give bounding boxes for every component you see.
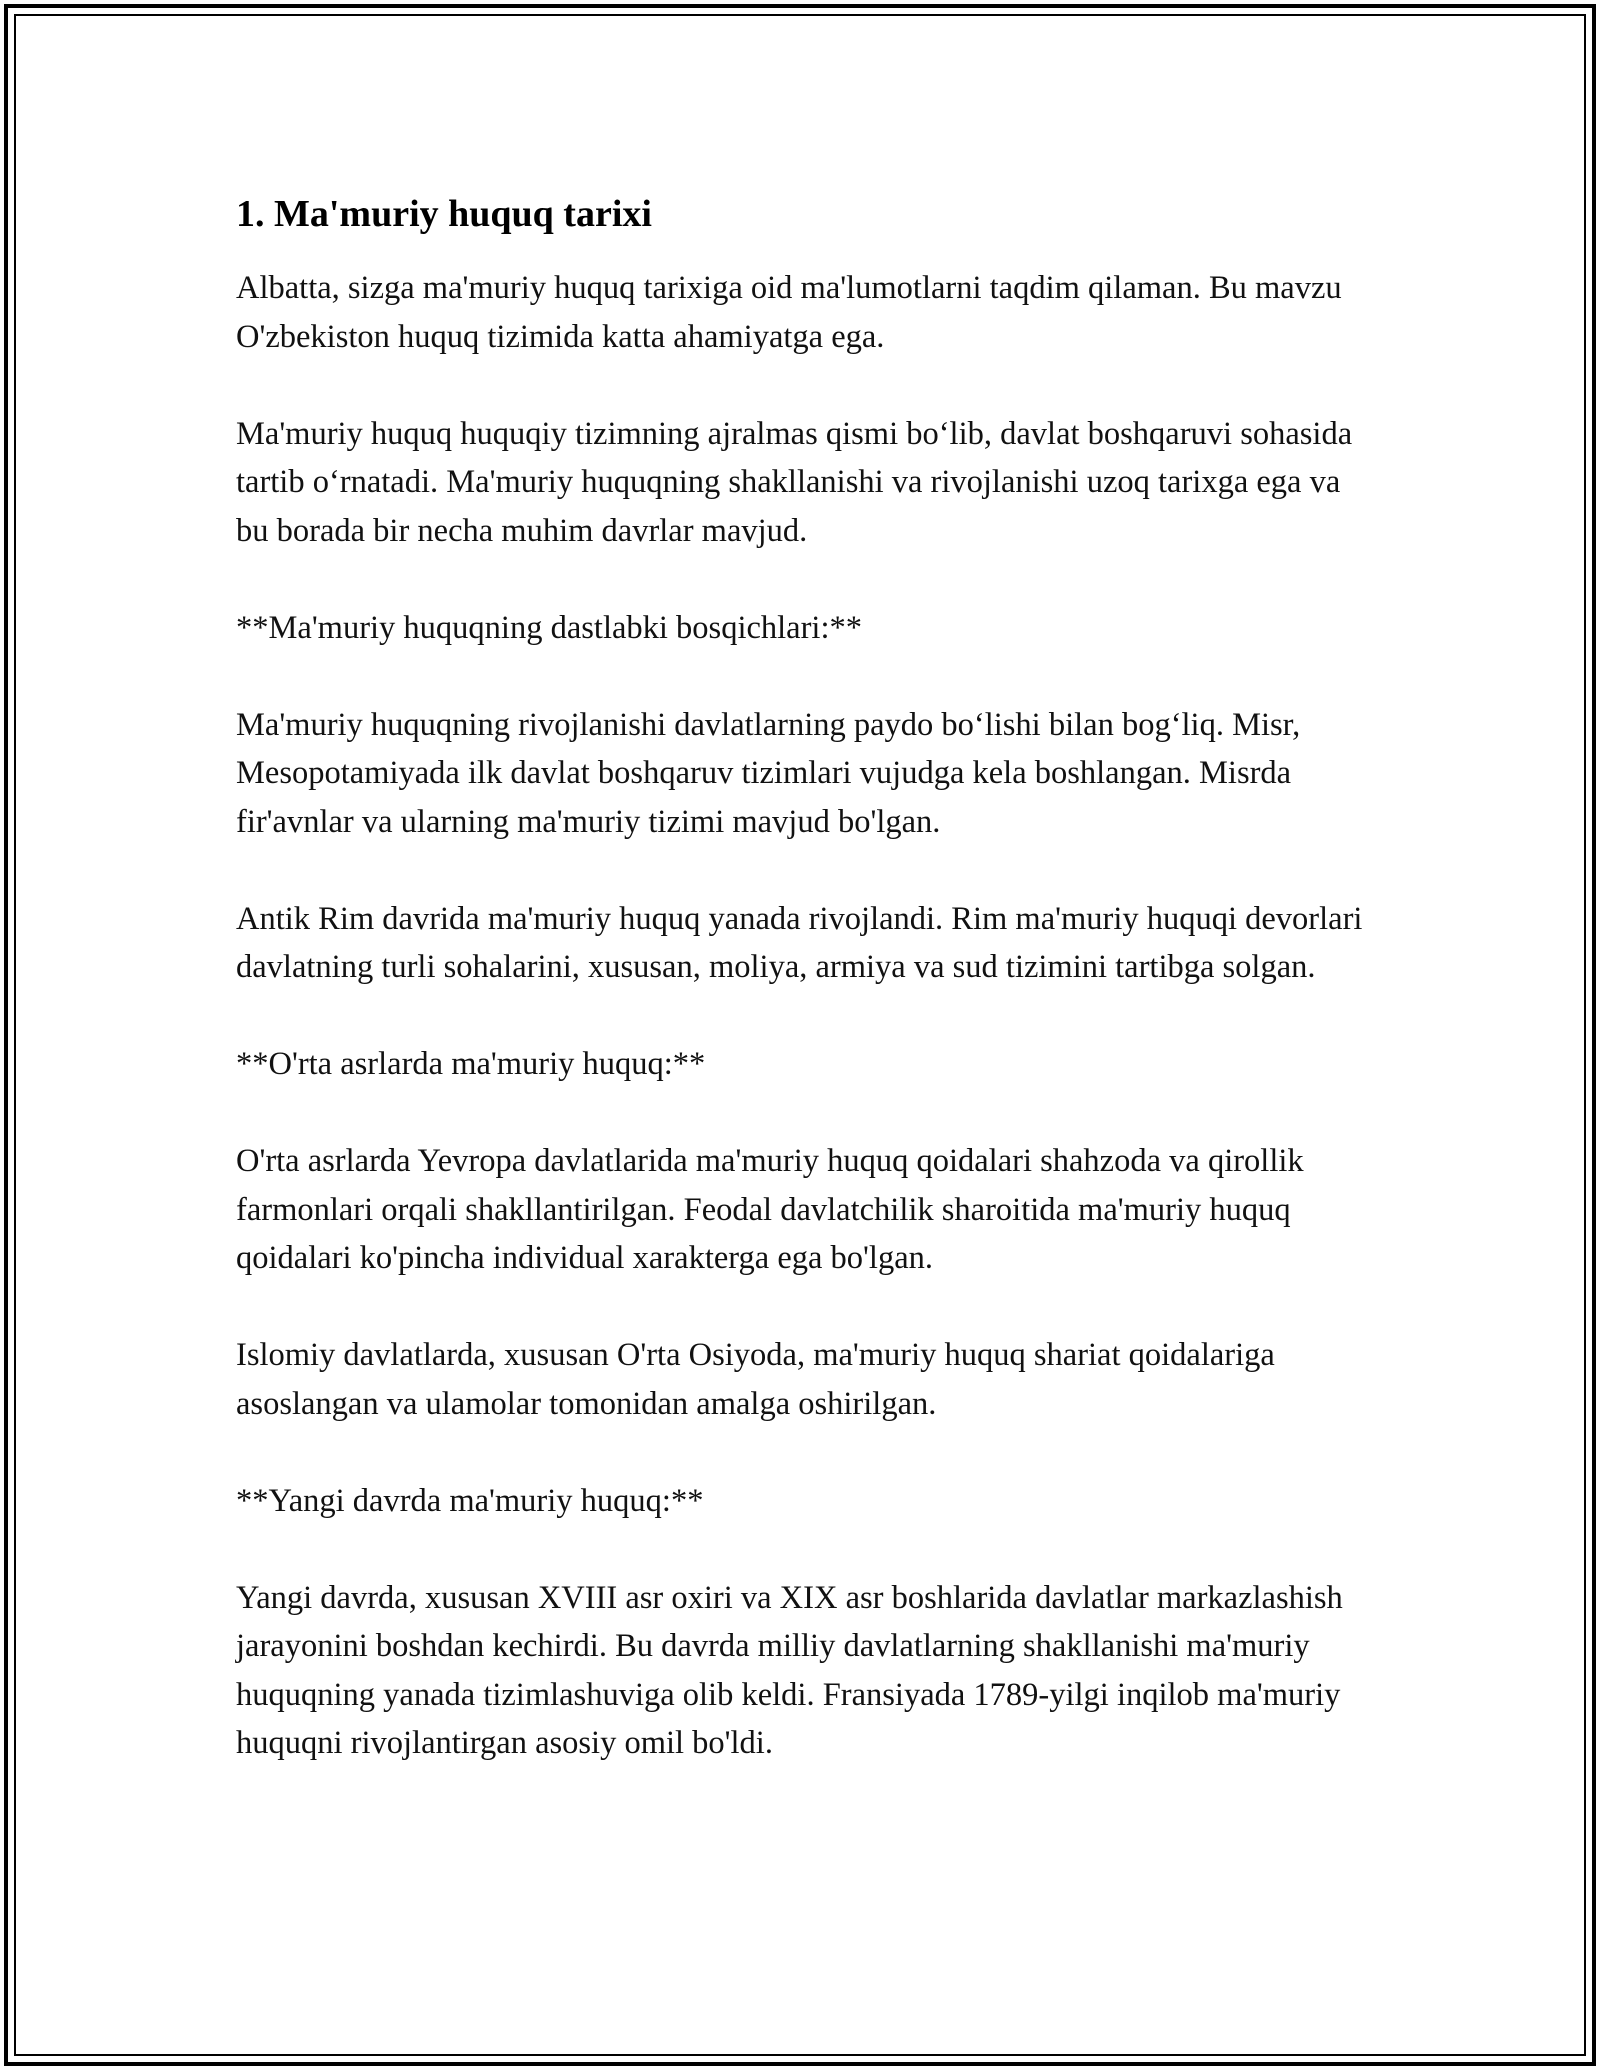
paragraph-intro: Albatta, sizga ma'muriy huquq tarixiga oid ma'lumotlarni taqdim qilaman. Bu mavzu O'zbekiston huquq tizimida katta ahamiyatga ega. [236,270,1342,355]
section-heading-modern-era: **Yangi davrda ma'muriy huquq:** [236,1482,704,1519]
paragraph-definition: Ma'muriy huquq huquqiy tizimning ajralmas qismi bo‘lib, davlat boshqaruvi sohasida tartib o‘rnatadi. Ma'muriy huquqning shakllanishi va rivojlanishi uzoq tarixga ega va bu borada bir necha muhim davrlar mavjud. [236,415,1353,549]
paragraph-early-states: Ma'muriy huquqning rivojlanishi davlatlarning paydo bo‘lishi bilan bog‘liq. Misr, Mesopotamiyada ilk davlat boshqaruv tizimlari vujudga kela boshlangan. Misrda fir'avnlar va ularning ma'muriy tizimi mavjud bo'lgan. [236,706,1301,840]
paragraph-modern-era: Yangi davrda, xususan XVIII asr oxiri va XIX asr boshlarida davlatlar markazlashish jarayonini boshdan kechirdi. Bu davrda milliy davlatlarning shakllanishi ma'muriy huquqning yanada tizimlashuviga olib keldi. Fransiyada 1789-yilgi inqilob ma'muriy huquqni rivojlantirgan asosiy omil bo'ldi. [236,1579,1343,1761]
document-body [236,186,1376,1816]
paragraph-islamic-states: Islomiy davlatlarda, xususan O'rta Osiyoda, ma'muriy huquq shariat qoidalariga asoslangan va ulamolar tomonidan amalga oshirilgan. [236,1337,1275,1422]
section-heading-middle-ages: **O'rta asrlarda ma'muriy huquq:** [236,1046,706,1082]
document-title: 1. Ma'muriy huquq tarixi [236,193,652,235]
paragraph-middle-ages-europe: O'rta asrlarda Yevropa davlatlarida ma'muriy huquq qoidalari shahzoda va qirollik farmonlari orqali shakllantirilgan. Feodal davlatchilik sharoitida ma'muriy huquq qoidalari ko'pincha individual xarakterga ega bo'lgan. [236,1143,1304,1276]
paragraph-ancient-rome: Antik Rim davrida ma'muriy huquq yanada rivojlandi. Rim ma'muriy huquqi devorlari davlatning turli sohalarini, xususan, moliya, armiya va sud tizimini tartibga solgan. [236,900,1363,985]
section-heading-early-stages: **Ma'muriy huquqning dastlabki bosqichlari:** [236,609,862,646]
